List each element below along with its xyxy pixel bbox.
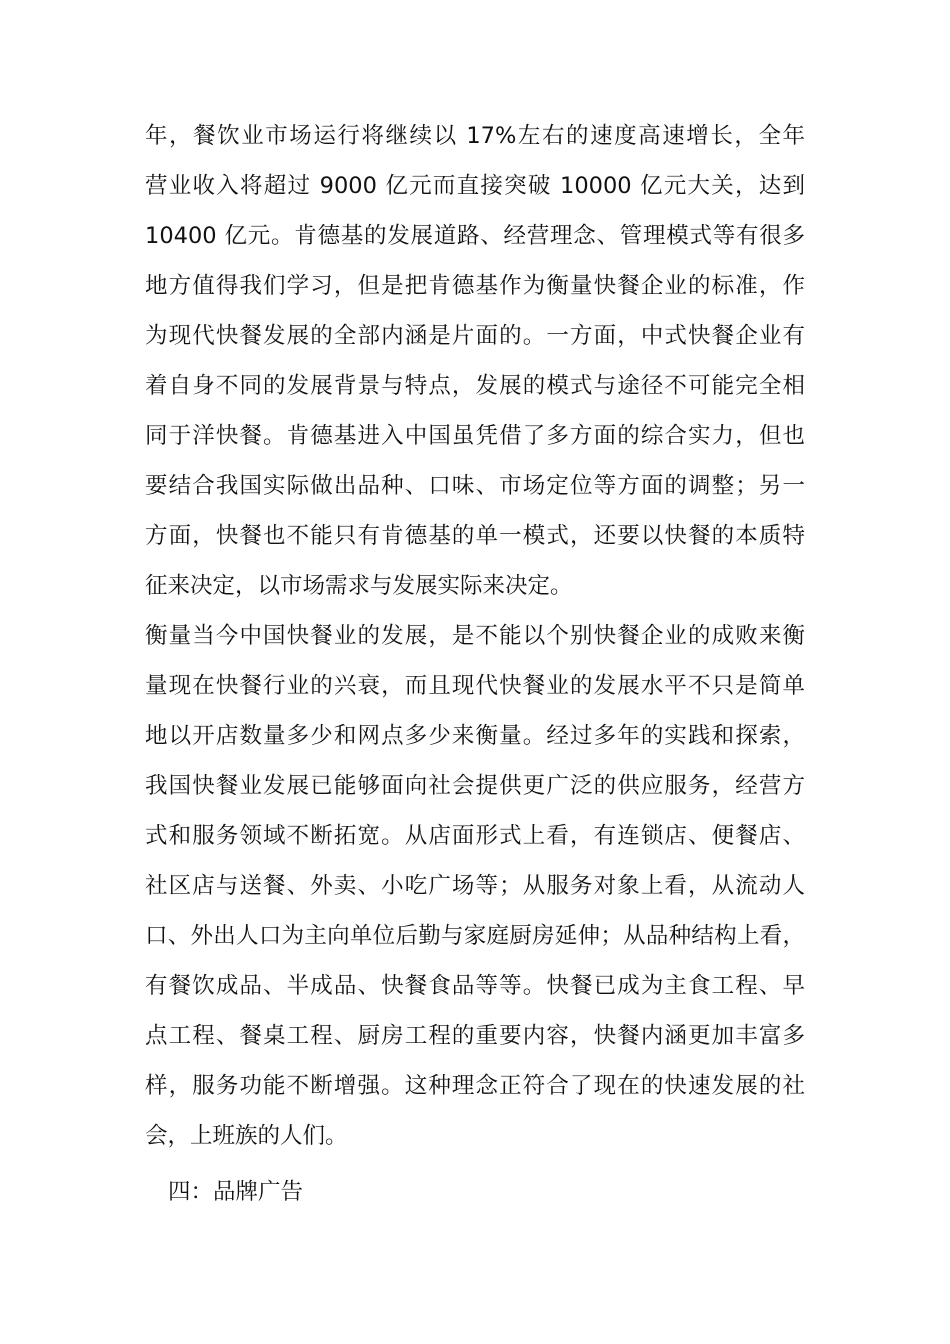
paragraph-2-line-3: 地以开店数量多少和网点多少来衡量。经过多年的实践和探索， [145,723,805,749]
paragraph-2-line-7: 口、外出人口为主向单位后勤与家庭厨房延伸；从品种结构上看， [145,923,805,949]
paragraph-1-line-6: 着自身不同的发展背景与特点，发展的模式与途径不可能完全相 [145,373,805,399]
paragraph-1-line-10: 征来决定，以市场需求与发展实际来决定。 [145,573,573,599]
paragraph-1-line-2: 营业收入将超过 9000 亿元而直接突破 10000 亿元大关，达到 [145,173,805,199]
paragraph-2-line-4: 我国快餐业发展已能够面向社会提供更广泛的供应服务，经营方 [145,773,805,799]
paragraph-1-line-7: 同于洋快餐。肯德基进入中国虽凭借了多方面的综合实力，但也 [145,423,805,449]
paragraph-1-line-5: 为现代快餐发展的全部内涵是片面的。一方面，中式快餐企业有 [145,323,805,349]
paragraph-1-line-4: 地方值得我们学习，但是把肯德基作为衡量快餐企业的标准，作 [145,273,805,299]
paragraph-2-line-9: 点工程、餐桌工程、厨房工程的重要内容，快餐内涵更加丰富多 [145,1023,805,1049]
paragraph-1-line-9: 方面，快餐也不能只有肯德基的单一模式，还要以快餐的本质特 [145,523,805,549]
paragraph-2-line-10: 样，服务功能不断增强。这种理念正符合了现在的快速发展的社 [145,1073,805,1099]
paragraph-2-line-6: 社区店与送餐、外卖、小吃广场等；从服务对象上看，从流动人 [145,873,805,899]
paragraph-2-line-1: 衡量当今中国快餐业的发展，是不能以个别快餐企业的成败来衡 [145,623,805,649]
paragraph-2-line-5: 式和服务领域不断拓宽。从店面形式上看，有连锁店、便餐店、 [145,823,805,849]
paragraph-2-line-11: 会，上班族的人们。 [145,1123,348,1149]
paragraph-1-line-8: 要结合我国实际做出品种、口味、市场定位等方面的调整；另一 [145,473,805,499]
paragraph-2-line-8: 有餐饮成品、半成品、快餐食品等等。快餐已成为主食工程、早 [145,973,805,999]
paragraph-1-line-3: 10400 亿元。肯德基的发展道路、经营理念、管理模式等有很多 [145,223,805,249]
paragraph-1-line-1: 年，餐饮业市场运行将继续以 17%左右的速度高速增长，全年 [145,123,805,149]
section-heading: 四：品牌广告 [168,1179,304,1205]
paragraph-2-line-2: 量现在快餐行业的兴衰，而且现代快餐业的发展水平不只是简单 [145,673,805,699]
